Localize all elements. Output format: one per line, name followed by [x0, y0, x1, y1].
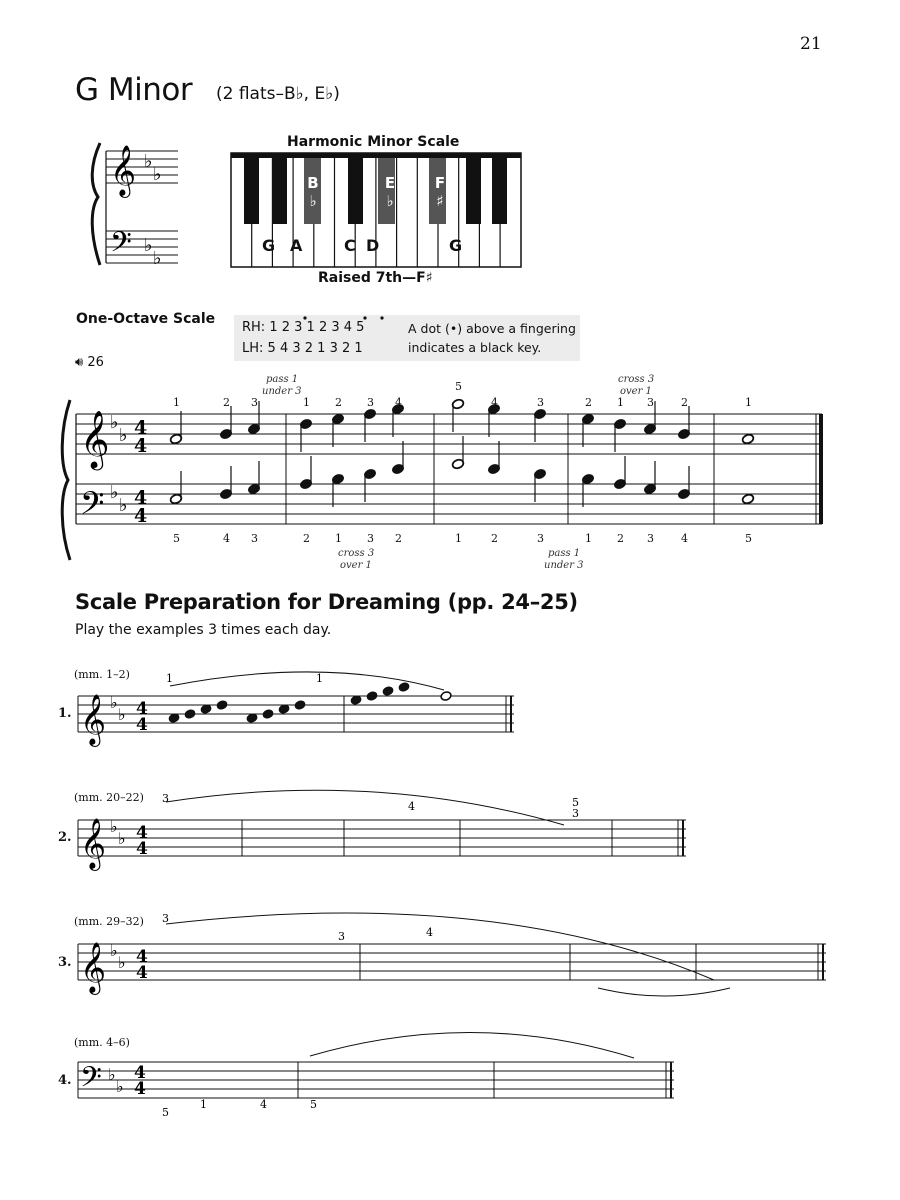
svg-text:4: 4 — [136, 963, 148, 983]
lh-note — [741, 493, 754, 504]
key-label-g: G — [262, 236, 276, 255]
lh-finger-number: 2 — [303, 532, 310, 545]
flat-icon: ♭ — [144, 235, 153, 256]
keyboard-caption: Raised 7th—F♯ — [318, 270, 433, 286]
svg-text:3: 3 — [162, 912, 169, 925]
svg-text:♭: ♭ — [110, 412, 119, 433]
black-key-label-b: B ♭ — [307, 174, 319, 210]
treble-clef-icon: 𝄞 — [80, 410, 110, 468]
page-title: G Minor — [75, 72, 193, 108]
lh-finger-number: 3 — [367, 532, 374, 545]
lh-fingering: LH: 5 4 3 2 1 3 2 1 — [242, 341, 363, 356]
fingering-note-line2: indicates a black key. — [408, 340, 542, 355]
svg-text:4: 4 — [136, 715, 148, 735]
rh-finger-number: 2 — [585, 396, 592, 409]
bass-clef-icon: 𝄢 — [80, 485, 105, 529]
svg-text:♭: ♭ — [110, 693, 118, 712]
svg-text:𝄢: 𝄢 — [80, 1061, 102, 1101]
svg-text:♭: ♭ — [118, 705, 126, 724]
bass-clef-icon: 𝄢 — [110, 226, 132, 266]
svg-text:3: 3 — [338, 930, 345, 943]
lh-finger-number: 5 — [173, 532, 180, 545]
key-label-a: A — [290, 236, 303, 255]
rh-fingering: RH: 1 2 3 1 2 3 4 5 — [242, 320, 365, 335]
preparation-title: Scale Preparation for Dreaming (pp. 24–25) — [75, 590, 578, 614]
lh-finger-number: 1 — [335, 532, 342, 545]
lh-finger-number: 4 — [681, 532, 688, 545]
rh-finger-number: 1 — [303, 396, 310, 409]
example-1-number: 1. — [58, 706, 72, 721]
over-annotation-bottom: over 1 — [340, 560, 372, 571]
pass-annotation-bottom: pass 1 — [548, 548, 581, 559]
lh-finger-number: 1 — [455, 532, 462, 545]
black-key-label-f: F ♯ — [434, 174, 446, 210]
rh-finger-number: 4 — [491, 396, 498, 409]
lh-finger-number: 2 — [395, 532, 402, 545]
svg-text:1: 1 — [316, 672, 323, 685]
rh-finger-number: 1 — [617, 396, 624, 409]
example-3-staff — [74, 900, 834, 1000]
svg-text:♭: ♭ — [110, 817, 118, 836]
svg-text:3: 3 — [572, 807, 579, 820]
example-2-number: 2. — [58, 830, 72, 845]
rh-finger-number: 5 — [455, 380, 462, 393]
one-octave-label: One-Octave Scale — [76, 311, 216, 327]
pass-annotation-top: pass 1 — [266, 374, 299, 385]
audio-track[interactable]: 🔊︎ 26 — [75, 355, 104, 370]
key-signature-grand-staff — [88, 135, 188, 275]
lh-finger-number: 3 — [251, 532, 258, 545]
ex1-note — [294, 700, 306, 711]
speaker-icon: 🔊︎ — [75, 355, 84, 370]
cross-annotation-bottom: cross 3 — [338, 548, 375, 559]
ex1-note — [262, 709, 274, 720]
rh-finger-number: 2 — [681, 396, 688, 409]
svg-text:𝄞: 𝄞 — [80, 818, 107, 869]
rh-finger-number: 4 — [395, 396, 402, 409]
svg-text:𝄞: 𝄞 — [80, 694, 107, 745]
rh-finger-number: 2 — [223, 396, 230, 409]
svg-text:5: 5 — [162, 1106, 169, 1119]
rh-finger-number: 3 — [647, 396, 654, 409]
example-3-number: 3. — [58, 955, 72, 970]
example-1-measures: (mm. 1–2) — [74, 668, 130, 681]
lh-scale-notes — [169, 436, 754, 507]
ex1-note — [440, 691, 452, 702]
svg-text:♭: ♭ — [118, 953, 126, 972]
svg-text:1: 1 — [166, 672, 173, 685]
svg-text:5: 5 — [572, 796, 579, 809]
svg-text:♭: ♭ — [108, 1065, 116, 1084]
rh-finger-number: 3 — [367, 396, 374, 409]
preparation-subtitle: Play the examples 3 times each day. — [75, 622, 332, 638]
cross-annotation-top: cross 3 — [618, 374, 655, 385]
ex1-note — [398, 682, 410, 693]
flat-icon: ♭ — [153, 248, 162, 269]
lh-finger-number: 5 — [745, 532, 752, 545]
svg-text:♭: ♭ — [119, 495, 128, 516]
over-annotation-top: over 1 — [620, 386, 652, 397]
keyboard-title: Harmonic Minor Scale — [287, 134, 460, 150]
svg-text:♭: ♭ — [110, 941, 118, 960]
flat-icon: ♭ — [144, 151, 153, 172]
black-key-dots — [234, 315, 580, 325]
svg-text:4: 4 — [426, 926, 433, 939]
key-label-d: D — [366, 236, 380, 255]
lh-finger-number: 3 — [647, 532, 654, 545]
example-3-measures: (mm. 29–32) — [74, 915, 144, 928]
ex1-note — [366, 691, 378, 702]
ex1-note — [216, 700, 228, 711]
svg-text:♭: ♭ — [116, 1077, 124, 1096]
svg-text:♭: ♭ — [118, 829, 126, 848]
svg-text:4: 4 — [134, 505, 148, 527]
svg-text:4: 4 — [134, 1063, 146, 1083]
lh-finger-number: 4 — [223, 532, 230, 545]
svg-text:♭: ♭ — [119, 425, 128, 446]
rh-finger-number: 3 — [537, 396, 544, 409]
treble-clef-icon: 𝄞 — [110, 145, 137, 196]
lh-finger-number: 1 — [585, 532, 592, 545]
svg-text:4: 4 — [134, 487, 148, 509]
ex1-note — [184, 709, 196, 720]
svg-text:4: 4 — [136, 823, 148, 843]
svg-text:5: 5 — [310, 1098, 317, 1111]
lh-finger-number: 2 — [491, 532, 498, 545]
rh-finger-number: 1 — [173, 396, 180, 409]
key-label-g-high: G — [449, 236, 463, 255]
black-key-label-e: E ♭ — [384, 174, 396, 210]
rh-finger-number: 3 — [251, 396, 258, 409]
fingering-box — [234, 315, 580, 361]
lh-finger-number: 3 — [537, 532, 544, 545]
svg-text:3: 3 — [162, 792, 169, 805]
key-label-c: C — [344, 236, 356, 255]
svg-text:4: 4 — [408, 800, 415, 813]
rh-note — [741, 433, 754, 444]
under-annotation-bottom: under 3 — [544, 560, 584, 571]
rh-finger-number: 1 — [745, 396, 752, 409]
under-annotation-top: under 3 — [262, 386, 302, 397]
example-4-number: 4. — [58, 1073, 72, 1088]
svg-text:4: 4 — [136, 699, 148, 719]
example-4-staff — [74, 1028, 684, 1128]
key-signature-subtitle: (2 flats–B♭, E♭) — [216, 84, 340, 104]
example-2-measures: (mm. 20–22) — [74, 791, 144, 804]
svg-text:𝄞: 𝄞 — [80, 942, 107, 993]
page-number: 21 — [800, 34, 822, 54]
flat-icon: ♭ — [153, 164, 162, 185]
example-2-staff — [74, 780, 694, 880]
svg-text:4: 4 — [134, 417, 148, 439]
svg-text:1: 1 — [200, 1098, 207, 1111]
svg-text:4: 4 — [134, 435, 148, 457]
fingering-note-line1: A dot (•) above a fingering — [408, 321, 576, 336]
ex1-note — [382, 686, 394, 697]
example-1-staff — [74, 660, 524, 750]
lh-finger-number: 2 — [617, 532, 624, 545]
one-octave-grand-staff — [58, 370, 838, 580]
svg-text:4: 4 — [134, 1079, 146, 1099]
rh-finger-number: 2 — [335, 396, 342, 409]
svg-text:4: 4 — [136, 947, 148, 967]
svg-text:4: 4 — [260, 1098, 267, 1111]
example-4-measures: (mm. 4–6) — [74, 1036, 130, 1049]
svg-text:♭: ♭ — [110, 482, 119, 503]
svg-text:4: 4 — [136, 839, 148, 859]
